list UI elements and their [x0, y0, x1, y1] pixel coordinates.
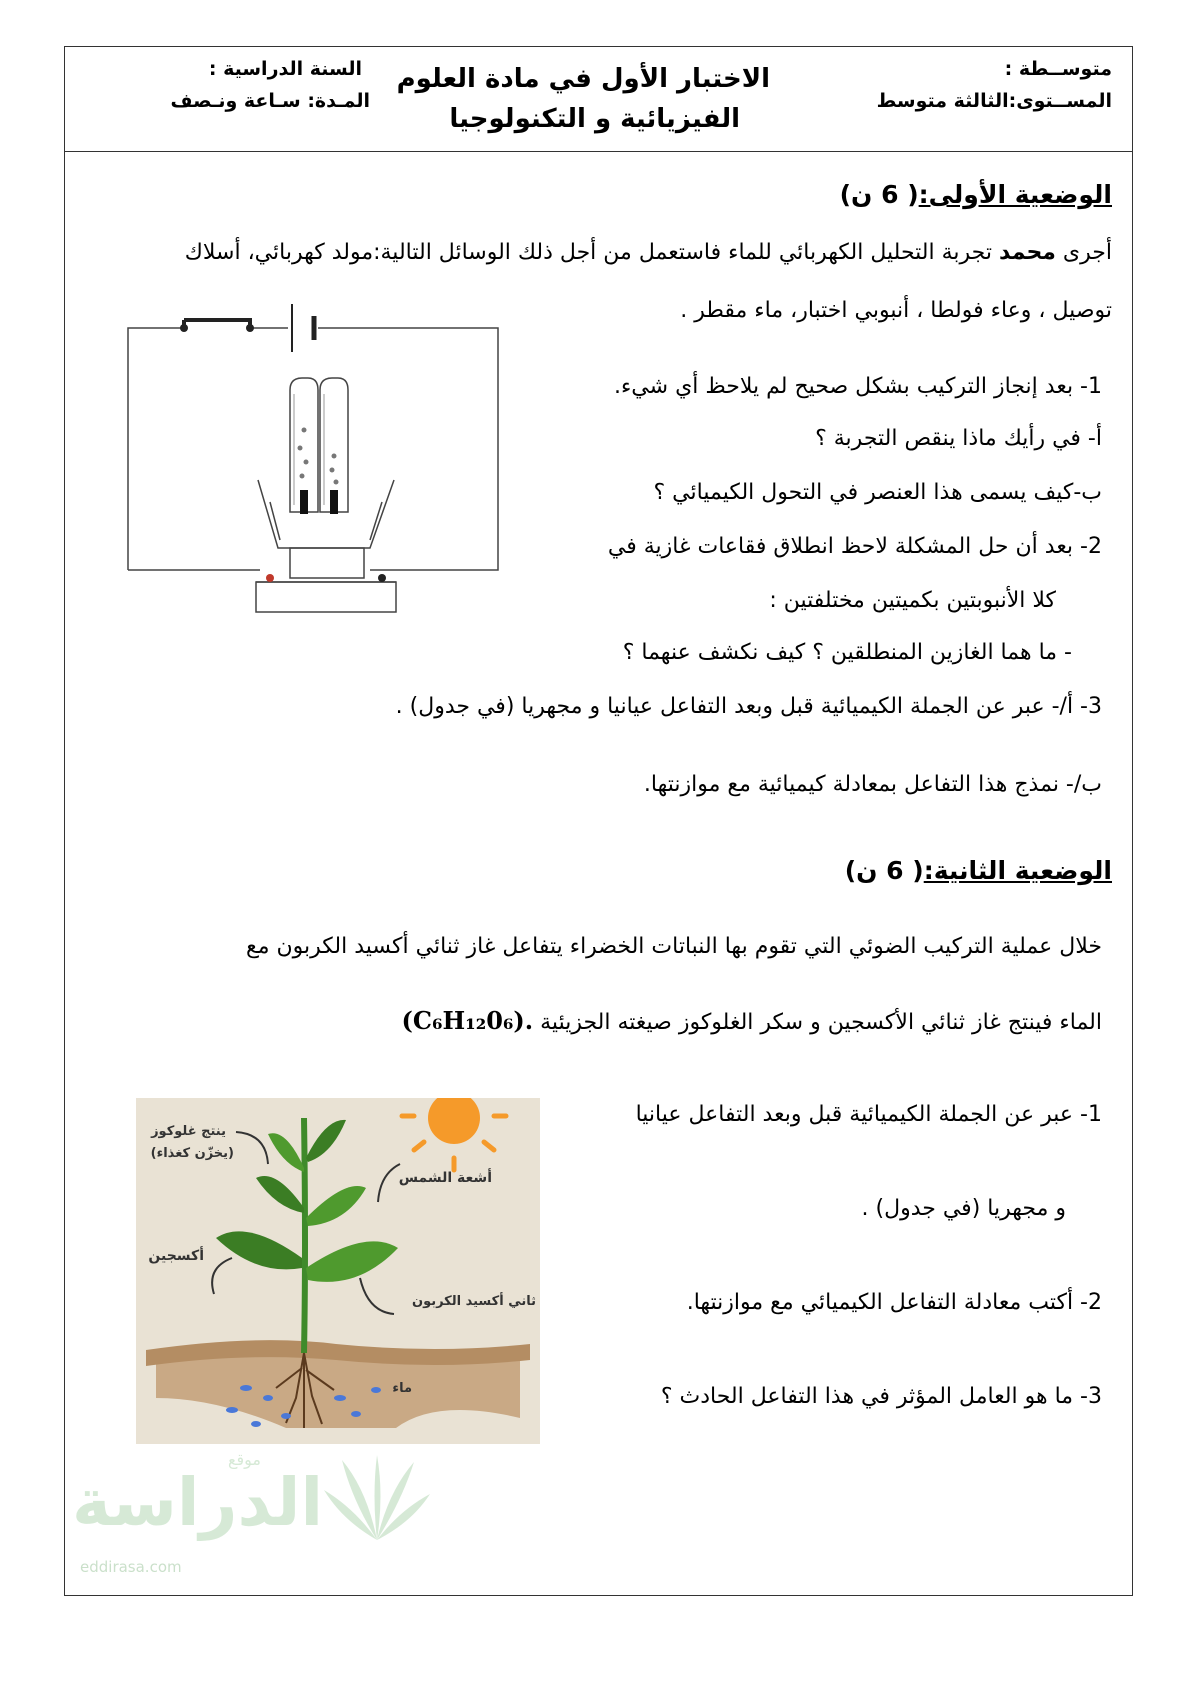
section2-q2: 2- أكتب معادلة التفاعل الكيميائي مع موازنتها. — [686, 1290, 1102, 1315]
section2-q3: 3- ما هو العامل المؤثر في هذا التفاعل الحادث ؟ — [660, 1384, 1102, 1409]
section2-intro-line1: خلال عملية التركيب الضوئي التي تقوم بها النباتات الخضراء يتفاعل غاز ثنائي أكسيد الكربون مع — [245, 934, 1102, 959]
intro-prefix: أجرى — [1062, 240, 1112, 265]
label-sunlight: أشعة الشمس — [398, 1170, 492, 1186]
section2-q1: 1- عبر عن الجملة الكيميائية قبل وبعد التفاعل عيانيا — [635, 1102, 1102, 1127]
watermark-leaf-icon — [322, 1450, 432, 1550]
section1-q2-item: - ما هما الغازين المنطلقين ؟ كيف نكشف عنهما ؟ — [622, 640, 1072, 665]
label-glucose-note: (يخزّن كغذاء) — [150, 1146, 234, 1161]
school-label: متوســطة : — [1004, 58, 1112, 80]
section1-q3b: ب/- نمذج هذا التفاعل بمعادلة كيميائية مع موازنتها. — [643, 772, 1102, 797]
section2-intro-text: الماء فينتج غاز ثنائي الأكسجين و سكر الغلوكوز صيغته الجزيئية — [540, 1010, 1102, 1035]
section2-title-text: الوضعية الثانية: — [923, 856, 1112, 885]
intro-rest: تجربة التحليل الكهربائي للماء فاستعمل من أجل ذلك الوسائل التالية:مولد كهربائي، أسلاك — [184, 240, 992, 265]
duration-label: المـدة: سـاعة ونـصف — [170, 90, 370, 112]
section1-q2-cont: كلا الأنبوبتين بكميتين مختلفتين : — [769, 588, 1056, 613]
watermark-big: الدراسة — [72, 1464, 324, 1541]
terminal-positive — [266, 574, 274, 582]
sun-icon — [402, 1098, 506, 1170]
electrolysis-diagram — [120, 290, 510, 620]
label-glucose: ينتج غلوكوز — [151, 1124, 226, 1139]
section1-intro-line2: توصيل ، وعاء فولطا ، أنبوبي اختبار، ماء مقطر . — [680, 298, 1112, 323]
section1-q1: 1- بعد إنجاز التركيب بشكل صحيح لم يلاحظ أي شيء. — [613, 374, 1102, 399]
section2-q1-cont: و مجهريا (في جدول) . — [861, 1196, 1066, 1221]
battery-icon — [292, 304, 314, 352]
photosynthesis-illustration — [136, 1098, 540, 1444]
section2-points: ( 6 ن) — [844, 856, 924, 885]
label-oxygen: أكسجين — [148, 1248, 204, 1264]
watermark-url: eddirasa.com — [80, 1558, 182, 1576]
school-year-label: السنة الدراسية : — [208, 58, 362, 80]
level-label: المســتوى:الثالثة متوسط — [876, 90, 1112, 112]
plant-icon — [216, 1118, 398, 1353]
glucose-formula: (C₆H₁₂0₆). — [401, 1006, 534, 1035]
watermark — [72, 1450, 432, 1580]
switch-icon — [180, 320, 254, 332]
section2-title — [845, 856, 1112, 885]
label-co2: ثاني أكسيد الكربون — [411, 1294, 536, 1309]
terminal-negative — [378, 574, 386, 582]
header-divider — [65, 151, 1132, 152]
section1-title — [840, 180, 1112, 209]
test-tube-left — [290, 378, 318, 514]
section1-q1a: أ- في رأيك ماذا ينقص التجربة ؟ — [815, 426, 1102, 451]
section1-q2: 2- بعد أن حل المشكلة لاحظ انطلاق فقاعات غازية في — [607, 534, 1102, 559]
label-water: ماء — [392, 1381, 412, 1396]
section2-intro-line2 — [402, 1006, 1102, 1035]
test-tube-right — [320, 378, 348, 514]
section1-q3a: 3- أ/- عبر عن الجملة الكيميائية قبل وبعد التفاعل عيانيا و مجهريا (في جدول) . — [395, 694, 1102, 719]
section1-title-text: الوضعية الأولى: — [918, 180, 1112, 209]
watermark-small: موقع — [228, 1450, 261, 1469]
exam-title-line2: الفيزيائية و التكنولوجيا — [449, 104, 740, 134]
section1-q1b: ب-كيف يسمى هذا العنصر في التحول الكيميائي ؟ — [653, 480, 1102, 505]
intro-name: محمد — [998, 240, 1056, 265]
exam-title-line1: الاختبار الأول في مادة العلوم — [396, 64, 770, 94]
section1-points: ( 6 ن) — [839, 180, 919, 209]
section1-intro-line1 — [185, 240, 1112, 265]
